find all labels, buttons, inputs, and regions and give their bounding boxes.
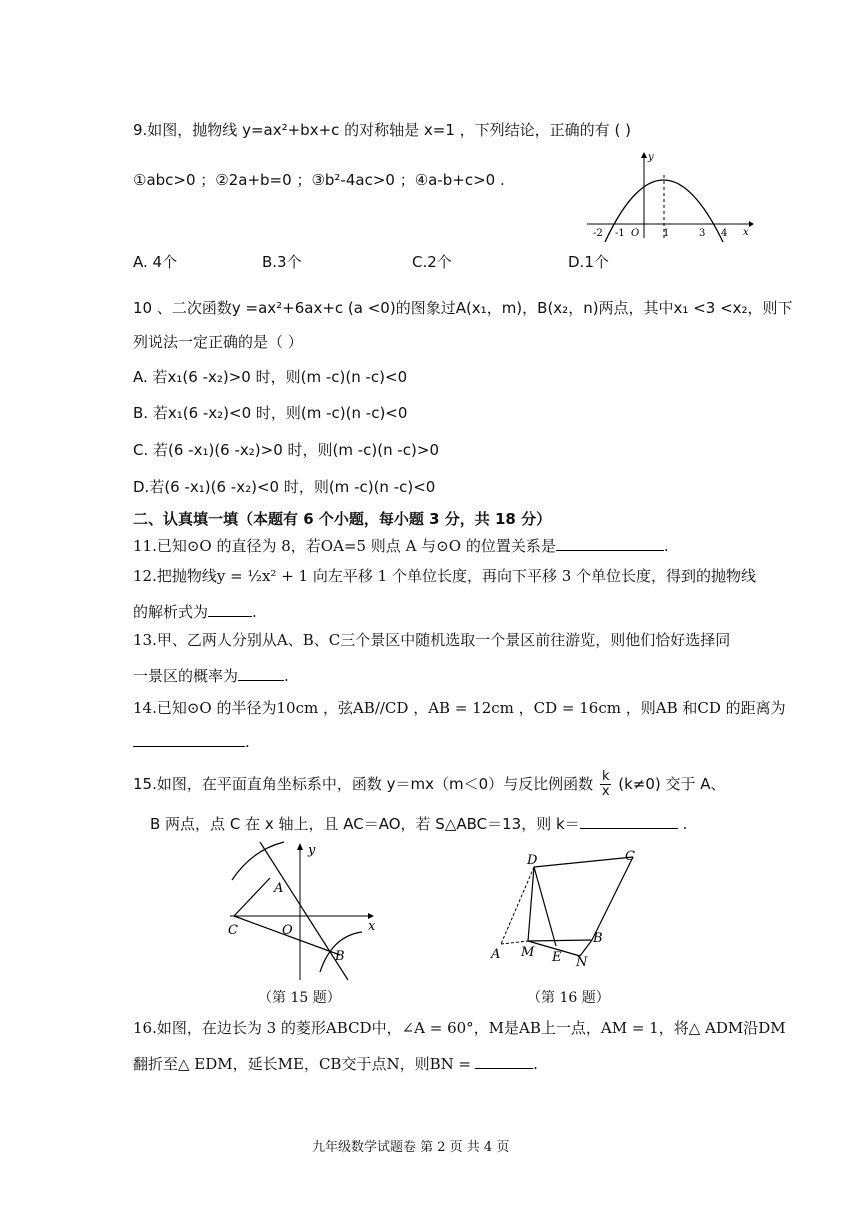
q16-answer-blank[interactable]: [475, 1052, 533, 1069]
q15-text-a: 15.如图，在平面直角坐标系中，函数 y＝mx（m＜0）与反比例函数: [133, 775, 594, 793]
q12-text: 的解析式为: [133, 603, 209, 621]
q15-figure: [222, 840, 387, 985]
q9-parabola-graph: [583, 150, 755, 242]
q14-end: .: [245, 733, 250, 751]
q16-line2: [133, 1052, 538, 1074]
q9-graph-y-label: y: [648, 152, 654, 163]
q9-graph-tick-3: 3: [699, 228, 706, 239]
q14-answer-blank[interactable]: [133, 730, 245, 747]
q10-option-d: D.若(6 -x₁)(6 -x₂)<0 时，则(m -c)(n -c)<0: [133, 478, 436, 496]
q9-graph-tick-1: 1: [663, 228, 670, 239]
q9-stem: 9.如图，抛物线 y=ax²+bx+c 的对称轴是 x=1 ，下列结论，正确的有 ( ): [133, 121, 631, 139]
q15-fig-x: x: [368, 919, 376, 934]
q9-graph-tick-neg1: -1: [615, 228, 625, 239]
q15-caption: （第 15 题）: [258, 990, 341, 1006]
q16-fig-m: M: [521, 945, 535, 960]
q15-fig-c: C: [228, 923, 238, 938]
q16-fig-n: N: [576, 955, 588, 970]
q13-line2: [133, 664, 289, 686]
q16-text: 翻折至△ EDM，延长ME，CB交于点N，则BN =: [133, 1055, 472, 1073]
q9-graph-x-label: x: [743, 227, 749, 238]
q15-text-b: (k≠0) 交于 A、: [618, 775, 726, 793]
q11-text: 11.已知⊙O 的直径为 8，若OA=5 则点 A 与⊙O 的位置关系是: [133, 537, 556, 555]
q11-line: [133, 534, 669, 556]
q16-figure: [485, 848, 645, 973]
q16-end: .: [533, 1055, 538, 1073]
q9-graph-origin: O: [631, 228, 640, 239]
q9-items: ①abc>0 ；②2a+b=0 ；③b²-4ac>0 ；④a-b+c>0 .: [133, 171, 505, 189]
q16-fig-b: B: [593, 931, 603, 946]
q13-text: 一景区的概率为: [133, 667, 239, 685]
q10-option-a: A. 若x₁(6 -x₂)>0 时，则(m -c)(n -c)<0: [133, 368, 408, 386]
q16-fig-a: A: [491, 947, 501, 962]
q9-option-a: A. 4个: [133, 253, 178, 271]
q16-fig-e: E: [552, 950, 562, 965]
q9-option-d: D.1个: [568, 253, 609, 271]
q15-fraction-num: k: [601, 769, 610, 784]
q15-fraction-den: x: [601, 784, 610, 799]
q15-fraction: [600, 770, 612, 799]
q16-fig-c: C: [625, 849, 635, 864]
q15-stem-line1: [133, 770, 726, 799]
q13-end: .: [284, 667, 289, 685]
q12-line2: [133, 600, 257, 622]
q13-stem-line1: 13.甲、乙两人分别从A、B、C三个景区中随机选取一个景区前往游览，则他们恰好选择同: [133, 631, 731, 649]
page-footer: 九年级数学试题卷 第 2 页 共 4 页: [312, 1140, 510, 1155]
q14-stem-line1: 14.已知⊙O 的半径为10cm ，弦AB//CD ，AB = 12cm ，CD = 16cm ，则AB 和CD 的距离为: [133, 699, 786, 717]
q10-option-c: C. 若(6 -x₁)(6 -x₂)>0 时，则(m -c)(n -c)>0: [133, 441, 440, 459]
q10-option-b: B. 若x₁(6 -x₂)<0 时，则(m -c)(n -c)<0: [133, 404, 408, 422]
q9-graph-tick-4: 4: [721, 228, 728, 239]
q15-fig-a: A: [274, 881, 284, 896]
section-2-title: 二、认真填一填（本题有 6 个小题，每小题 3 分，共 18 分）: [133, 510, 552, 528]
q15-fig-b: B: [335, 949, 345, 964]
q12-end: .: [252, 603, 257, 621]
q15-fig-o: O: [282, 923, 293, 938]
q15-answer-blank[interactable]: [580, 812, 678, 829]
q15-end: .: [682, 815, 688, 833]
q12-answer-blank[interactable]: [208, 600, 252, 617]
q10-stem-line2: 列说法一定正确的是（ ）: [133, 333, 303, 351]
q12-stem-line1: 12.把抛物线y = ½x² + 1 向左平移 1 个单位长度，再向下平移 3 个单位长度，得到的抛物线: [133, 567, 757, 585]
q9-option-c: C.2个: [412, 253, 452, 271]
q16-stem-line1: 16.如图，在边长为 3 的菱形ABCD中，∠A = 60°，M是AB上一点，AM = 1，将△ ADM沿DM: [133, 1019, 786, 1037]
q9-option-b: B.3个: [262, 253, 302, 271]
q15-text: B 两点，点 C 在 x 轴上，且 AC＝AO，若 S△ABC＝13，则 k＝: [150, 815, 580, 833]
q16-caption: （第 16 题）: [527, 990, 610, 1006]
q11-end: .: [663, 537, 669, 555]
q13-answer-blank[interactable]: [238, 664, 284, 681]
q9-graph-tick-neg2: -2: [593, 228, 603, 239]
q15-line2: [150, 812, 687, 834]
q11-answer-blank[interactable]: [556, 534, 664, 551]
q10-stem-line1: 10 、二次函数y =ax²+6ax+c (a <0)的图象过A(x₁，m)，B(x₂，n)两点，其中x₁ <3 <x₂，则下: [133, 299, 793, 317]
q16-fig-d: D: [527, 853, 538, 868]
q14-line2: [133, 730, 250, 752]
q15-fig-y: y: [308, 843, 316, 858]
